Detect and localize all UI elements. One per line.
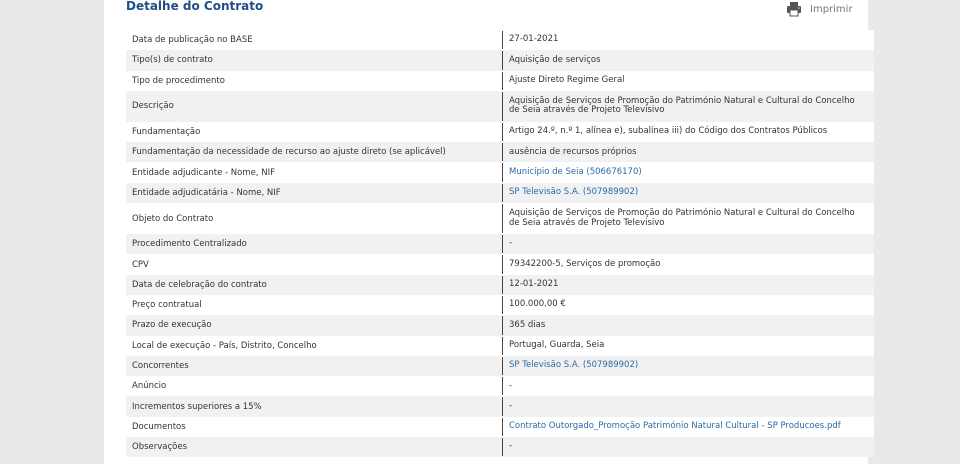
row-value-text[interactable]: Município de Seia (506676170) — [509, 166, 642, 177]
row-label: Entidade adjudicante - Nome, NIF — [132, 167, 276, 178]
print-label: Imprimir — [810, 3, 853, 15]
row-value-text: ausência de recursos próprios — [509, 146, 637, 157]
row-value-text: 79342200-5, Serviços de promoção — [509, 258, 661, 269]
table-row — [126, 142, 874, 162]
table-row — [126, 254, 874, 274]
row-value-link[interactable] — [502, 418, 874, 436]
row-value — [502, 377, 874, 395]
table-row — [126, 336, 874, 356]
row-value — [502, 255, 874, 273]
row-value — [502, 72, 874, 90]
row-value — [502, 235, 874, 253]
table-row — [126, 396, 874, 416]
row-label: Entidade adjudicatária - Nome, NIF — [132, 187, 281, 198]
table-row — [126, 234, 874, 254]
row-value-text: 27-01-2021 — [509, 34, 559, 45]
row-label: Tipo(s) de contrato — [132, 55, 213, 66]
row-value — [502, 316, 874, 334]
row-value-link[interactable] — [502, 163, 874, 181]
page-title: Detalhe do Contrato — [126, 0, 264, 13]
row-label: Tipo de procedimento — [132, 75, 225, 86]
row-value — [502, 276, 874, 294]
row-value-text: Portugal, Guarda, Seia — [509, 339, 605, 350]
row-value-text: - — [509, 400, 513, 411]
row-value-text[interactable]: Contrato Outorgado_Promoção Património Natural Cultural - SP Producoes.pdf — [509, 421, 841, 432]
row-value-text: - — [509, 380, 513, 391]
row-value-text: Ajuste Direto Regime Geral — [509, 74, 625, 85]
row-label: Procedimento Centralizado — [132, 239, 247, 250]
row-label: Observações — [132, 442, 188, 453]
row-value-text[interactable]: SP Televisão S.A. (507989902) — [509, 187, 639, 198]
row-value — [502, 143, 874, 161]
row-label: Anúncio — [132, 381, 167, 392]
table-row — [126, 275, 874, 295]
row-value-text: 100.000,00 € — [509, 299, 566, 310]
row-value-link[interactable] — [502, 184, 874, 202]
row-value — [502, 438, 874, 456]
table-row — [126, 30, 874, 50]
table-row — [126, 183, 874, 203]
row-label: CPV — [132, 259, 149, 270]
table-row — [126, 71, 874, 91]
row-value-text[interactable]: SP Televisão S.A. (507989902) — [509, 360, 639, 371]
table-row — [126, 356, 874, 376]
print-button[interactable] — [786, 1, 853, 17]
row-label: Descrição — [132, 101, 174, 112]
row-value — [502, 296, 874, 314]
table-row — [126, 122, 874, 142]
table-row — [126, 203, 874, 234]
row-label: Objeto do Contrato — [132, 213, 214, 224]
row-label: Data de publicação no BASE — [132, 35, 253, 46]
row-value-link[interactable] — [502, 357, 874, 375]
contract-detail-panel — [104, 0, 868, 464]
row-value — [502, 31, 874, 49]
row-label: Local de execução - País, Distrito, Concelho — [132, 340, 317, 351]
contract-detail-table — [126, 30, 874, 457]
table-row — [126, 91, 874, 122]
row-value-text: 12-01-2021 — [509, 279, 559, 290]
row-value-text: Aquisição de Serviços de Promoção do Património Natural e Cultural do Concelho de Seia através de Projeto Televisivo — [509, 208, 855, 228]
table-row — [126, 437, 874, 457]
row-value — [502, 204, 874, 233]
row-label: Prazo de execução — [132, 320, 212, 331]
row-value — [502, 123, 874, 141]
row-label: Incrementos superiores a 15% — [132, 401, 262, 412]
row-value-text: Aquisição de Serviços de Promoção do Património Natural e Cultural do Concelho de Seia através de Projeto Televisivo — [509, 95, 855, 116]
table-row — [126, 295, 874, 315]
row-label: Fundamentação — [132, 127, 201, 138]
row-value-text: Aquisição de serviços — [509, 54, 601, 65]
row-value-text: Artigo 24.º, n.º 1, alínea e), subalínea iii) do Código dos Contratos Públicos — [509, 126, 828, 137]
table-row — [126, 417, 874, 437]
row-value-text: - — [509, 441, 513, 452]
panel-header — [126, 0, 868, 20]
row-value-text: 365 dias — [509, 319, 546, 330]
table-row — [126, 376, 874, 396]
row-label: Data de celebração do contrato — [132, 279, 267, 290]
row-label: Fundamentação da necessidade de recurso ao ajuste direto (se aplicável) — [132, 147, 446, 158]
table-row — [126, 162, 874, 182]
row-value — [502, 397, 874, 415]
row-value-text: - — [509, 238, 513, 249]
table-row — [126, 50, 874, 70]
row-value — [502, 51, 874, 69]
row-value — [502, 92, 874, 121]
row-label: Concorrentes — [132, 361, 189, 371]
row-value — [502, 337, 874, 355]
printer-icon — [786, 1, 802, 17]
row-label: Preço contratual — [132, 300, 202, 311]
table-row — [126, 315, 874, 335]
row-label: Documentos — [132, 421, 186, 432]
